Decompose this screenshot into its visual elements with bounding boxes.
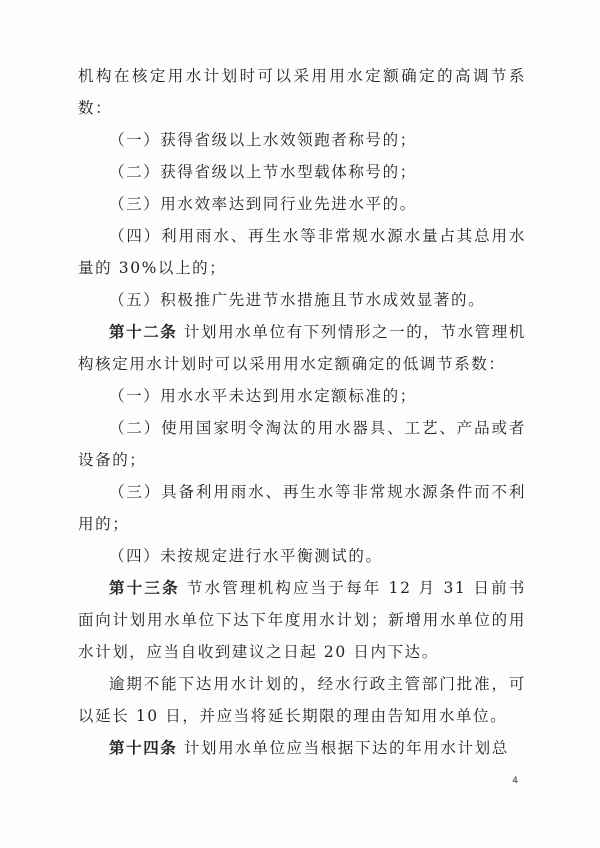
- list-item-1b: （一）用水水平未达到用水定额标准的；: [109, 387, 417, 405]
- article-14-text: 计划用水单位应当根据下达的年用水计划总: [183, 739, 509, 757]
- list-item-3b: （三）具备利用雨水、再生水等非常规水源条件而不利用的；: [78, 483, 526, 533]
- article-13-text: 节水管理机构应当于每年 12 月 31 日前书面向计划用水单位下达下年度用水计划；新增用水单位的用水计划，应当自收到建议之日起 20 日内下达。: [78, 579, 526, 661]
- article-13: [78, 572, 526, 668]
- body-text: [78, 60, 526, 764]
- article-13-paragraph-2: 逾期不能下达用水计划的，经水行政主管部门批准，可以延长 10 日，并应当将延长期限的理由告知用水单位。: [78, 675, 526, 725]
- article-12-text: 计划用水单位有下列情形之一的，节水管理机构核定用水计划时可以采用用水定额确定的低调节系数：: [78, 323, 526, 373]
- list-item-1: （一）获得省级以上水效领跑者称号的；: [109, 131, 417, 149]
- paragraph-continuation: 机构在核定用水计划时可以采用用水定额确定的高调节系数：: [78, 67, 526, 117]
- article-12-heading: 第十二条: [109, 322, 178, 341]
- article-13-heading: 第十三条: [109, 578, 180, 597]
- list-item-2b: （二）使用国家明令淘汰的用水器具、工艺、产品或者设备的；: [78, 419, 526, 469]
- list-item-5: （五）积极推广先进节水措施且节水成效显著的。: [109, 291, 486, 309]
- page-number: 4: [512, 776, 518, 786]
- article-12: [78, 316, 526, 380]
- list-item-2: （二）获得省级以上节水型载体称号的；: [109, 163, 417, 181]
- article-14-heading: 第十四条: [109, 738, 178, 757]
- article-14: [78, 732, 526, 764]
- list-item-4b: （四）未按规定进行水平衡测试的。: [109, 547, 383, 565]
- list-item-4: （四）利用雨水、再生水等非常规水源水量占其总用水量的 30%以上的；: [78, 227, 526, 277]
- list-item-3: （三）用水效率达到同行业先进水平的。: [109, 195, 417, 213]
